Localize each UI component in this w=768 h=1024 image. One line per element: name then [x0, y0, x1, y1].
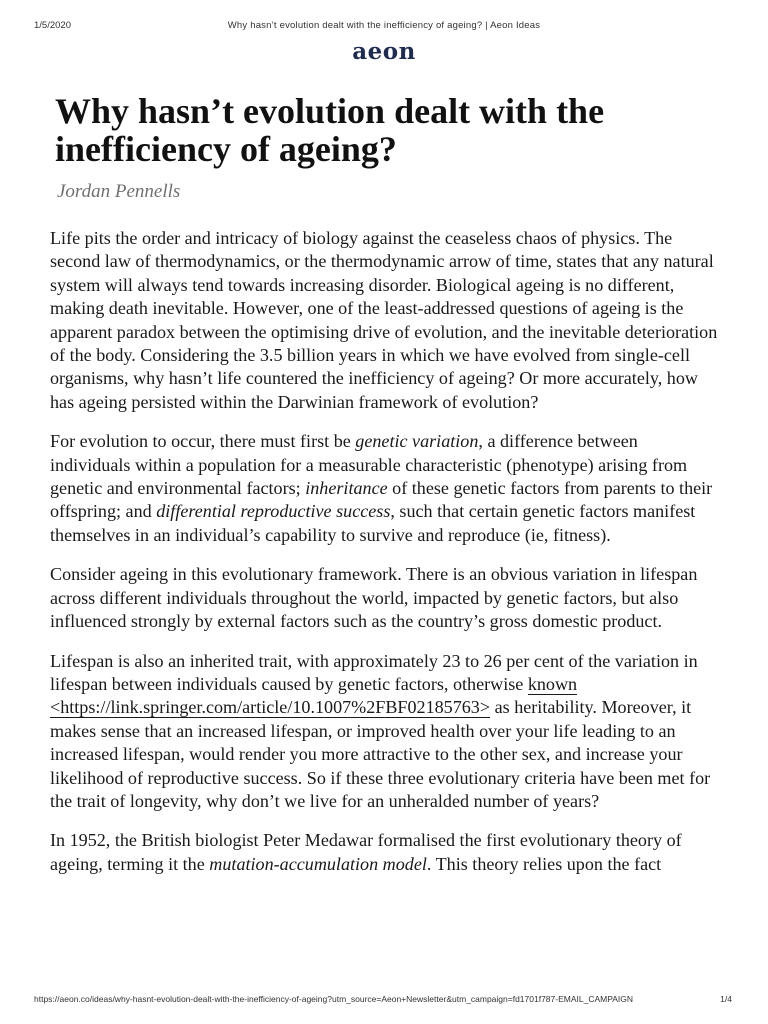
- print-url: https://aeon.co/ideas/why-hasnt-evolution-dealt-with-the-inefficiency-of-ageing?utm_source=Aeon+Newsletter&utm_campaign=fd1701f787-EMAIL_CAMPAIGN: [34, 994, 634, 1004]
- paragraph-4: [50, 650, 722, 814]
- paragraph-2-text-1: For evolution to occur, there must first be: [50, 431, 356, 452]
- article-title: Why hasn’t evolution dealt with the inefficiency of ageing?: [55, 91, 605, 169]
- print-header: [0, 16, 768, 32]
- term-differential-reproductive-success: differential reproductive success: [156, 501, 391, 522]
- paragraph-5-text-1: In 1952, the British biologist Peter Medawar formalised the first evolutionary theory of ageing, terming it the: [50, 830, 682, 874]
- heritability-study-link[interactable]: known <https://link.springer.com/article/10.1007%2FBF02185763>: [50, 673, 578, 718]
- paragraph-2-text-4: , such that certain genetic factors manifest themselves in an individual’s capability to survive and reproduce (ie, fitness).: [50, 501, 696, 545]
- print-date: 1/5/2020: [34, 20, 71, 31]
- paragraph-4-text-1: Lifespan is also an inherited trait, with approximately 23 to 26 per cent of the variation in lifespan between individuals caused by genetic factors, otherwise: [50, 650, 698, 694]
- paragraph-5-text-2: . This theory relies upon the fact: [426, 853, 662, 874]
- paragraph-4-text-2: as heritability. Moreover, it makes sense that an increased lifespan, or improved health over your life leading to an increased lifespan, would render you more attractive to the other sex, and increase your likelihood of reproductive success. So if these three evolutionary criteria have been met for the trait of longevity, why don’t we live for an unheralded number of years?: [50, 697, 711, 811]
- print-footer: [0, 994, 768, 1008]
- paragraph-1: Life pits the order and intricacy of biology against the ceaseless chaos of physics. The second law of thermodynamics, or the thermodynamic arrow of time, states that any natural system will always tend towards increasing disorder. Biological ageing is no different, making death inevitable. However, one of the least-addressed questions of ageing is the apparent paradox between the optimising drive of evolution, and the inevitable deterioration of the body. Considering the 3.5 billion years in which we have evolved from single-cell organisms, why hasn’t life countered the inefficiency of ageing? Or more accurately, how has ageing persisted within the Darwinian framework of evolution?: [50, 228, 718, 412]
- paragraph-5: [50, 829, 722, 876]
- paragraph-3: Consider ageing in this evolutionary framework. There is an obvious variation in lifespan across different individuals throughout the world, impacted by genetic factors, but also influenced strongly by external factors such as the country’s gross domestic product.: [50, 564, 698, 632]
- print-page-title: Why hasn’t evolution dealt with the inefficiency of ageing? | Aeon Ideas: [227, 20, 541, 31]
- term-inheritance: inheritance: [305, 478, 388, 499]
- aeon-logo[interactable]: aeon: [352, 38, 416, 65]
- term-genetic-variation: genetic variation: [355, 431, 479, 452]
- article-body: [50, 227, 722, 892]
- term-mutation-accumulation-model: mutation-accumulation model: [209, 853, 427, 874]
- paragraph-2-text-2: , a difference between individuals within a population for a measurable characteristic (phenotype) arising from genetic and environmental factors;: [50, 431, 688, 499]
- paragraph-2: [50, 430, 722, 547]
- page-number: 1/4: [720, 994, 732, 1004]
- paragraph-2-text-3: of these genetic factors from parents to their offspring; and: [50, 478, 713, 522]
- article-author[interactable]: Jordan Pennells: [57, 181, 181, 202]
